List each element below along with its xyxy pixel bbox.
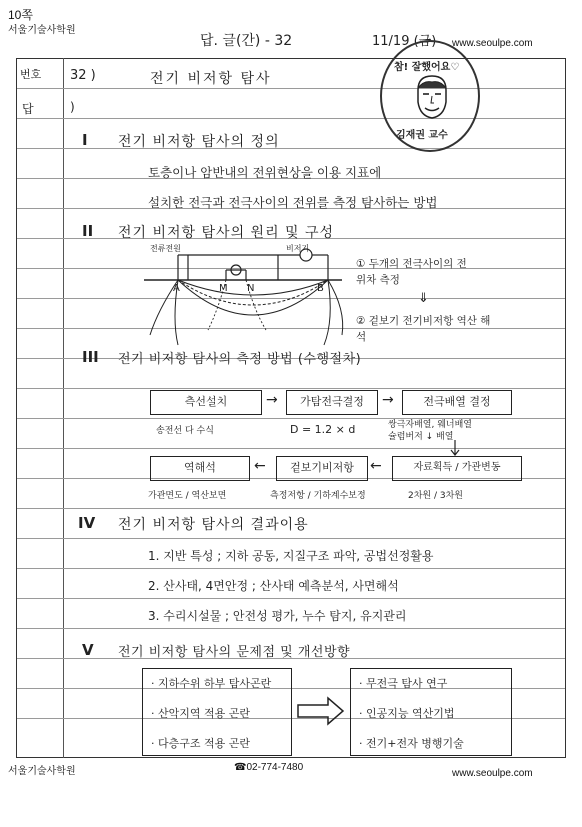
improvements-box [350,668,512,756]
header-website: www.seoulpe.com [452,38,533,49]
diagram-source-label: 전류전원 [150,244,181,253]
flow-step-inversion: 역해석 [150,456,250,481]
question-title: 전기 비저항 탐사 [150,71,272,87]
section-1-heading: 전기 비저항 탐사의 정의 [118,134,280,150]
resistivity-diagram [138,240,348,350]
section-1-line-2: 설치한 전극과 전극사이의 전위를 측정 탐사하는 방법 [148,195,438,210]
flow-step-array: 전극배열 결정 [402,390,512,415]
flow-note-spacing: D = 1.2 × d [290,423,356,436]
arrow-right-icon: → [266,392,278,408]
problem-item: · 산악지역 적용 곤란 [151,707,250,720]
answer-code: 답. 글(간) - 32 [200,33,293,49]
down-arrow-icon: ⇓ [418,291,429,306]
arrow-left-icon: ← [254,458,266,474]
improvement-item: · 인공지능 역산기법 [359,707,455,720]
electrode-b: B [317,283,324,294]
section-5-heading: 전기 비저항 탐사의 문제점 및 개선방향 [118,645,351,660]
section-2-heading: 전기 비저항 탐사의 원리 및 구성 [118,225,335,241]
electrode-a: A [173,283,180,294]
result-item-2: 2. 산사태, 4면안정 ; 산사태 예측분석, 사면해석 [148,579,399,593]
footer-academy: 서울기술사학원 [8,766,76,777]
section-5-numeral: V [82,641,94,659]
electrode-n: N [247,283,255,294]
question-number: 32 ) [70,68,96,83]
date: 11/19 (금) [372,34,437,49]
problem-item: · 지하수위 하부 탐사곤란 [151,677,272,690]
result-item-1: 1. 지반 특성 ; 지하 공동, 지질구조 파악, 공법선정활용 [148,549,434,563]
section-4-numeral: IV [78,514,96,532]
arrow-left-icon: ← [370,458,382,474]
flow-note-inversion: 가관면도 / 역산보면 [148,491,227,501]
teacher-stamp [380,40,480,152]
problems-box [142,668,292,756]
face-icon [410,72,454,122]
arrow-right-icon: → [382,392,394,408]
problem-item: · 다층구조 적용 곤란 [151,737,250,750]
flow-note-survey-line: 송전선 다 수식 [156,426,214,436]
left-column [16,58,64,758]
flow-step-survey-line: 측선설치 [150,390,262,415]
diagram-note-2: ② 겉보기 전기비저항 역산 해석 [356,315,491,343]
stamp-bottom-text: 김재권 교수 [396,130,448,141]
flow-step-spacing: 가탐전극결정 [286,390,378,415]
footer-website: www.seoulpe.com [452,768,533,779]
footer-phone: ☎02-774-7480 [234,762,304,773]
diagram-note-1: ① 두개의 전극사이의 전위차 측정 [356,258,467,286]
page-number: 10쪽 [8,8,33,22]
diagram-meter-label: 비저기 [286,244,310,253]
answer-mark: ) [70,100,75,114]
big-arrow-icon [296,696,346,726]
number-label: 번호 [20,69,42,81]
section-2-numeral: II [82,222,94,240]
academy-name: 서울기술사학원 [8,25,76,36]
section-4-heading: 전기 비저항 탐사의 결과이용 [118,517,309,533]
answer-label: 답 [22,102,34,116]
improvement-item: · 전기+전자 병행기술 [359,737,464,750]
section-1-numeral: I [82,131,88,149]
section-3-heading: 전기 비저항 탐사의 측정 방법 (수행절차) [118,352,362,367]
flow-note-apparent-resistivity: 측정저항 / 기하계수보정 [270,491,366,501]
stamp-top-text: 참! 잘했어요♡ [394,62,460,73]
flow-note-data-acquisition: 2차원 / 3차원 [408,491,463,501]
down-connector-icon [448,440,462,456]
improvement-item: · 무전극 탐사 연구 [359,677,448,690]
section-3-numeral: III [82,348,99,366]
flow-step-data-acquisition: 자료획득 / 가관변동 [392,456,522,481]
flow-note-array: 쌍극자배열, 웨너배열 슐럼버저 ↓ 배열 [388,420,472,442]
section-1-line-1: 토층이나 암반내의 전위현상을 이용 지표에 [148,165,382,180]
flow-step-apparent-resistivity: 겉보기비저항 [276,456,368,481]
result-item-3: 3. 수리시설물 ; 안전성 평가, 누수 탐지, 유지관리 [148,609,407,623]
electrode-m: M [219,283,228,294]
